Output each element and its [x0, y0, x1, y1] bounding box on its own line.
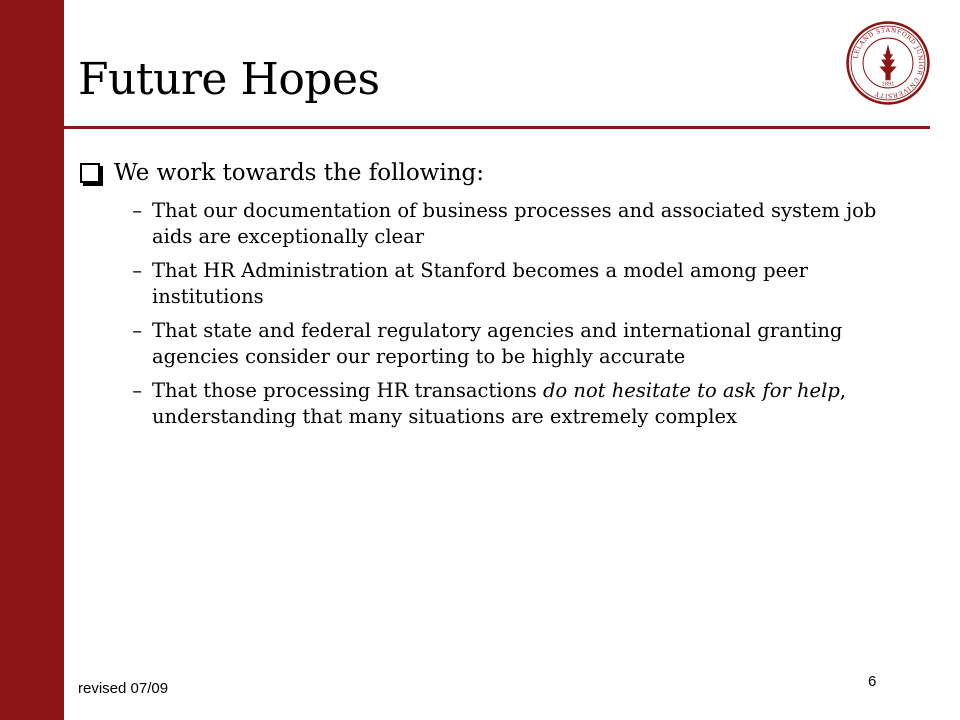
- dash-bullet: –: [132, 199, 142, 222]
- main-bullet-text: We work towards the following:: [114, 160, 485, 186]
- text-run: That state and federal regulatory agencies and international granting agencies consider our reporting to be highly accurate: [152, 319, 843, 368]
- sub-bullet-item: [78, 378, 898, 430]
- main-bullet: [78, 160, 898, 186]
- sub-bullet-item: [78, 318, 898, 370]
- sub-bullet-text: [152, 378, 898, 430]
- sub-bullet-text: [152, 198, 898, 250]
- slide-body: [78, 160, 898, 438]
- sub-bullet-text: [152, 258, 898, 310]
- title-divider: [64, 126, 930, 129]
- slide-title: Future Hopes: [78, 54, 380, 105]
- text-run: , understanding that many situations are extremely complex: [152, 379, 847, 428]
- dash-bullet: –: [132, 259, 142, 282]
- sub-bullet-list: [78, 198, 898, 430]
- stanford-seal-icon: [845, 20, 931, 106]
- page-number: 6: [868, 673, 877, 690]
- text-run: That HR Administration at Stanford becomes a model among peer institutions: [152, 259, 808, 308]
- sub-bullet-item: [78, 198, 898, 250]
- text-run: That those processing HR transactions: [152, 379, 543, 402]
- left-accent-bar: [0, 0, 64, 720]
- revision-note: revised 07/09: [78, 680, 169, 697]
- dash-bullet: –: [132, 319, 142, 342]
- sub-bullet-item: [78, 258, 898, 310]
- text-run: That our documentation of business processes and associated system job aids are exceptionally clear: [152, 199, 877, 248]
- seal-ring-text: LELAND STANFORD JUNIOR UNIVERSITY: [852, 27, 925, 100]
- seal-year: 1891: [881, 81, 895, 88]
- dash-bullet: –: [132, 379, 142, 402]
- sub-bullet-text: [152, 318, 898, 370]
- checkbox-bullet-icon: [80, 163, 100, 183]
- emphasis-text: do not hesitate to ask for help: [542, 379, 840, 402]
